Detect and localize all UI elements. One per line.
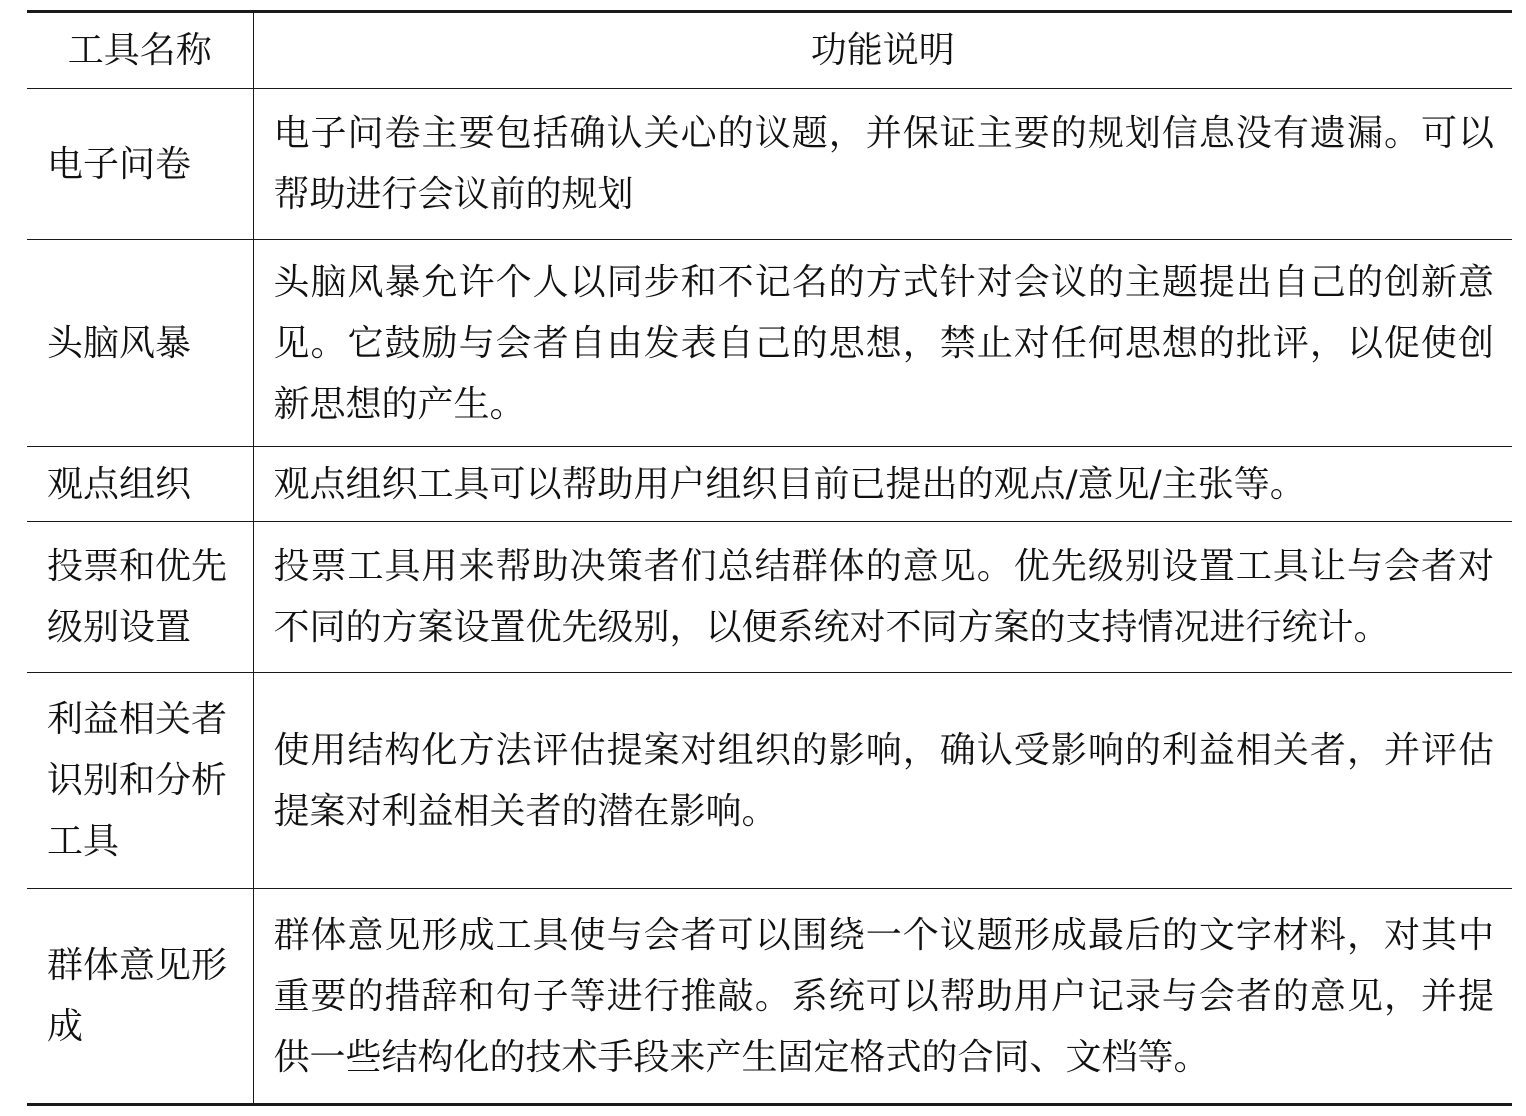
table-row bbox=[27, 889, 1512, 1105]
header-tool-name: 工具名称 bbox=[27, 12, 253, 89]
tool-name: 群体意见形成 bbox=[27, 889, 253, 1105]
tool-description: 投票工具用来帮助决策者们总结群体的意见。优先级别设置工具让与会者对不同的方案设置优先级别，以便系统对不同方案的支持情况进行统计。 bbox=[253, 522, 1512, 673]
tool-description: 群体意见形成工具使与会者可以围绕一个议题形成最后的文字材料，对其中重要的措辞和句子等进行推敲。系统可以帮助用户记录与会者的意见，并提供一些结构化的技术手段来产生固定格式的合同、文档等。 bbox=[273, 914, 1494, 1078]
tool-name: 电子问卷 bbox=[27, 89, 253, 240]
table-row bbox=[27, 89, 1512, 240]
tools-table bbox=[27, 10, 1512, 1106]
table-row bbox=[27, 447, 1512, 522]
tool-description: 头脑风暴允许个人以同步和不记名的方式针对会议的主题提出自己的创新意见。它鼓励与会者自由发表自己的思想，禁止对任何思想的批评，以促使创新思想的产生。 bbox=[253, 240, 1512, 447]
table-row bbox=[27, 522, 1512, 673]
tool-description: 电子问卷主要包括确认关心的议题，并保证主要的规划信息没有遗漏。可以帮助进行会议前的规划 bbox=[253, 89, 1512, 240]
header-function-description: 功能说明 bbox=[253, 12, 1512, 89]
table-row bbox=[27, 240, 1512, 447]
tool-name: 观点组织 bbox=[27, 447, 253, 522]
tool-description: 使用结构化方法评估提案对组织的影响，确认受影响的利益相关者，并评估提案对利益相关者的潜在影响。 bbox=[253, 673, 1512, 889]
tool-description: 观点组织工具可以帮助用户组织目前已提出的观点/意见/主张等。 bbox=[253, 447, 1512, 522]
tool-name: 利益相关者识别和分析工具 bbox=[27, 673, 253, 889]
tool-name: 投票和优先级别设置 bbox=[27, 522, 253, 673]
tool-name: 头脑风暴 bbox=[27, 240, 253, 447]
table-row bbox=[27, 673, 1512, 889]
table-header-row bbox=[27, 12, 1512, 89]
